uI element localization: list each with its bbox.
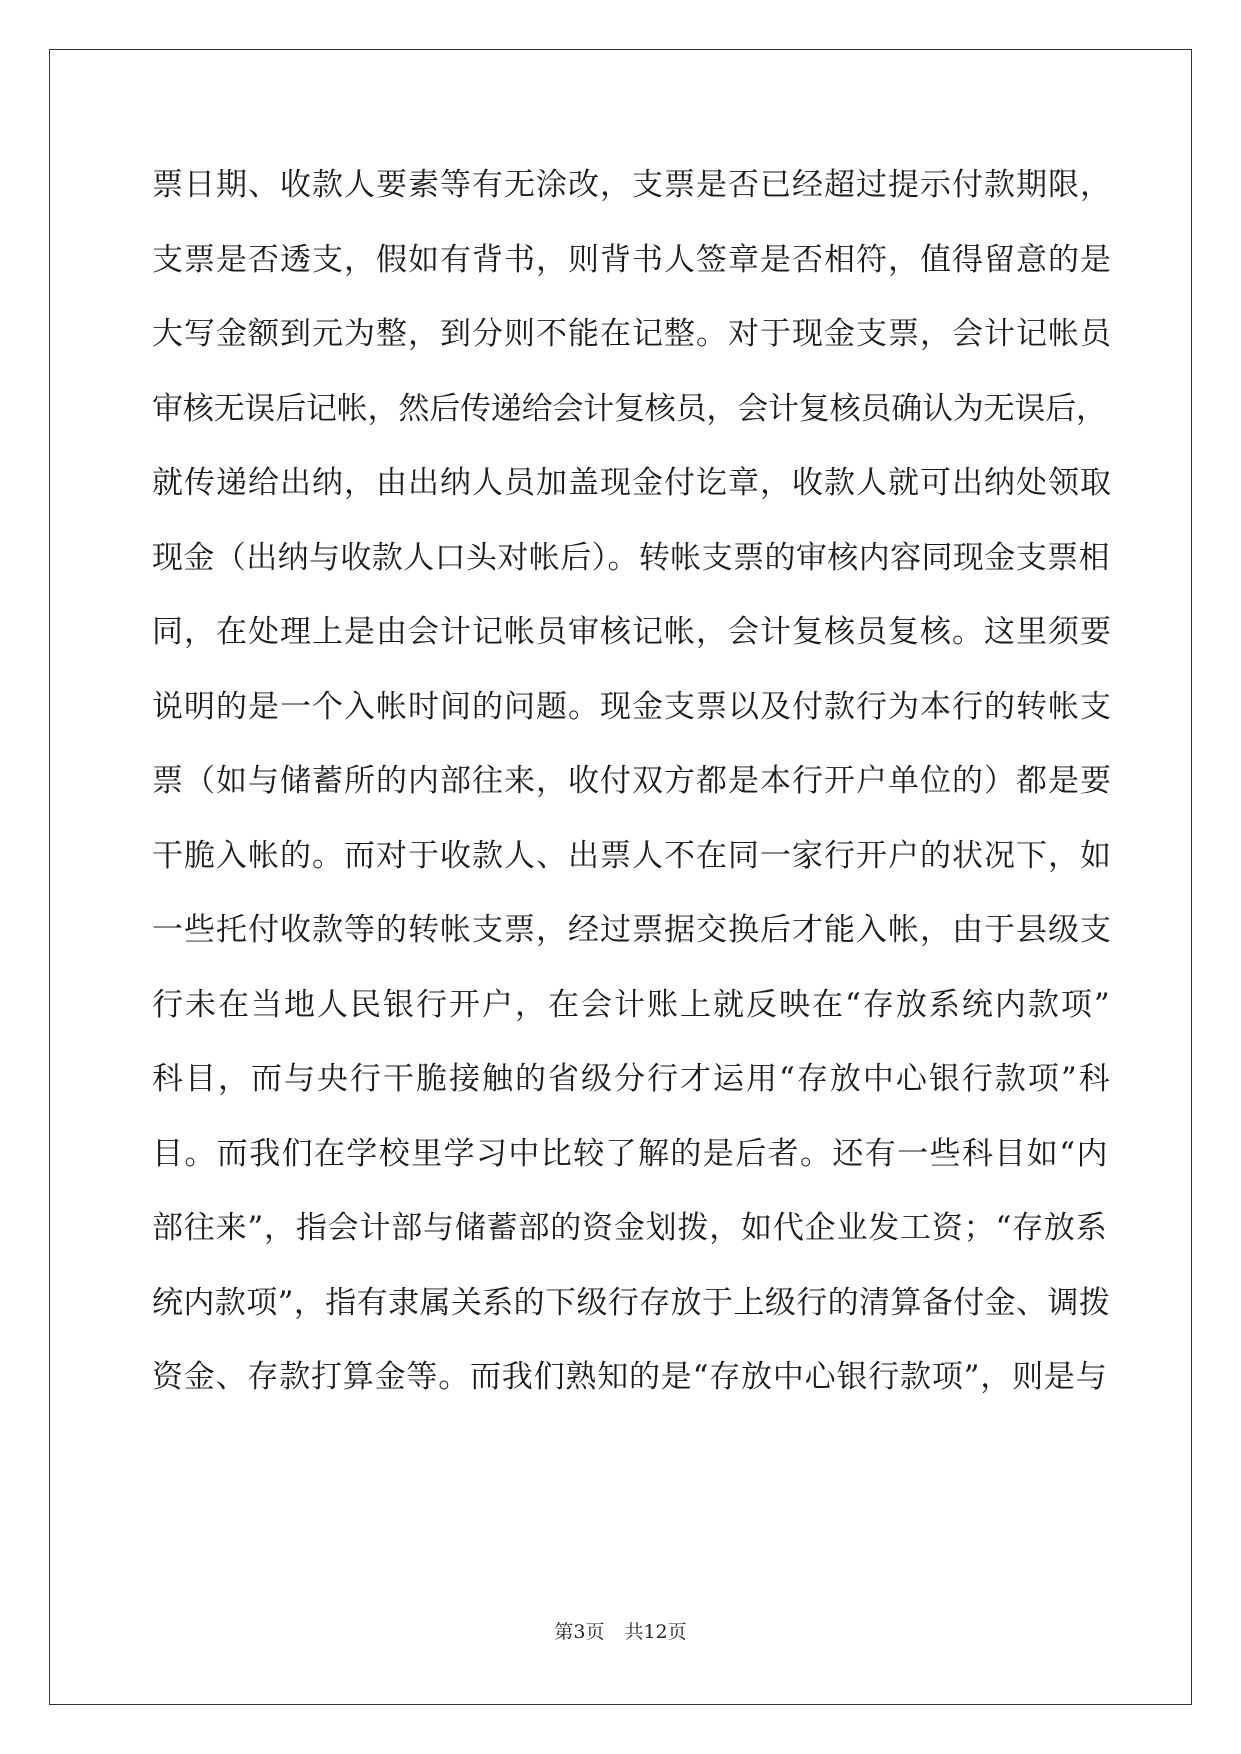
text-line: 同，在处理上是由会计记帐员审核记帐，会计复核员复核。这里须要 (152, 614, 1112, 650)
text-line: 支票是否透支，假如有背书，则背书人签章是否相符，值得留意的是 (152, 241, 1112, 278)
text-line: 科目，而与央行干脆接触的省级分行才运用“存放中心银行款项”科 (152, 1061, 1112, 1097)
body-text (152, 165, 1112, 1432)
text-line: 行未在当地人民银行开户，在会计账上就反映在“存放系统内款项” (152, 986, 1112, 1023)
page-total: 共12页 (624, 1621, 687, 1643)
text-line: 就传递给出纳，由出纳人员加盖现金付讫章，收款人就可出纳处领取 (152, 465, 1112, 501)
page-number: 第3页 (554, 1621, 605, 1643)
text-line: 一些托付收款等的转帐支票，经过票据交换后才能入帐，由于县级支 (152, 912, 1112, 948)
text-line: 部往来”，指会计部与储蓄部的资金划拨，如代企业发工资；“存放系 (152, 1210, 1108, 1246)
text-line: 目。而我们在学校里学习中比较了解的是后者。还有一些科目如“内 (152, 1135, 1109, 1172)
text-line: 审核无误后记帐，然后传递给会计复核员，会计复核员确认为无误后， (152, 390, 1107, 427)
text-line: 资金、存款打算金等。而我们熟知的是“存放中心银行款项”，则是与 (152, 1359, 1108, 1395)
text-line: 票日期、收款人要素等有无涂改，支票是否已经超过提示付款期限， (152, 167, 1112, 203)
text-line: 现金（出纳与收款人口头对帐后）。转帐支票的审核内容同现金支票相 (152, 539, 1110, 576)
text-line: 说明的是一个入帐时间的问题。现金支票以及付款行为本行的转帐支 (152, 688, 1112, 725)
text-line: 干脆入帐的。而对于收款人、出票人不在同一家行开户的状况下，如 (152, 837, 1112, 874)
text-line: 大写金额到元为整，到分则不能在记整。对于现金支票，会计记帐员 (152, 316, 1112, 352)
text-line: 统内款项”，指有隶属关系的下级行存放于上级行的清算备付金、调拨 (152, 1284, 1111, 1321)
page-footer (0, 1620, 1241, 1644)
text-line: 票（如与储蓄所的内部往来，收付双方都是本行开户单位的）都是要 (152, 763, 1112, 799)
